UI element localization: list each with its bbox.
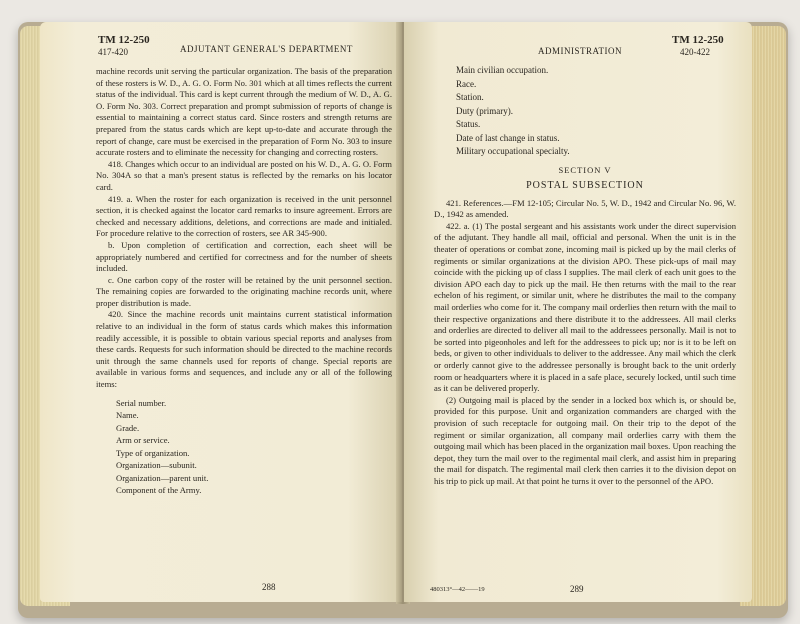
list-item: Arm or service. xyxy=(116,435,170,446)
list-item: Serial number. xyxy=(116,397,167,408)
right-page xyxy=(404,22,752,602)
list-item: Race. xyxy=(456,78,477,89)
list-item: Type of organization. xyxy=(116,447,190,458)
left-body xyxy=(96,66,392,497)
left-paragraph: 418. Changes which occur to an individual are posted on his W. D., A. G. O. Form No. 304A so that a man's present status is reflected by the remarks on his locator card. xyxy=(96,158,392,192)
right-tm-number: TM 12-250 xyxy=(672,34,724,46)
left-running-head: ADJUTANT GENERAL'S DEPARTMENT xyxy=(180,44,353,54)
right-body xyxy=(434,64,736,488)
left-page xyxy=(40,22,402,602)
right-paragraph-range: 420-422 xyxy=(680,47,710,57)
section-subtitle: POSTAL SUBSECTION xyxy=(526,180,644,192)
list-item: Military occupational specialty. xyxy=(456,146,570,156)
right-page-number: 289 xyxy=(570,584,584,594)
list-item: Organization—parent unit. xyxy=(116,472,209,483)
left-paragraph: b. Upon completion of certification and correction, each sheet will be appropriately numbered and certified for correctness and for the number of sheets included. xyxy=(96,239,392,274)
print-code: 480313°—42——19 xyxy=(430,586,485,593)
list-item: Date of last change in status. xyxy=(456,132,560,143)
right-running-head: ADMINISTRATION xyxy=(538,46,622,56)
left-items-list xyxy=(116,397,392,497)
left-paragraph: 419. a. When the roster for each organization is received in the unit personnel section, it is checked against the locator card remarks to insure agreement. Errors are checked and necessary additions, deletions, and corrections are made and initialed. For procedure relative to the correction of rosters, see AR 345-900. xyxy=(96,193,392,239)
list-item: Component of the Army. xyxy=(116,485,202,496)
list-item: Main civilian occupation. xyxy=(456,65,549,75)
left-paragraph: 420. Since the machine records unit maintains current statistical information relative to an individual in the form of status cards which makes this information readily accessible, it is possible to obtain various special reports and analyses from these cards. Requests for such information should be directed to the machine records unit through the same channels used for reports of change. Special reports are available in various forms and sequences, and include any or all of the following items: xyxy=(96,309,392,390)
right-paragraph: 421. References.—FM 12-105; Circular No. 5, W. D., 1942 and Circular No. 96, W. D., 1942 as amended. xyxy=(434,197,736,220)
list-item: Grade. xyxy=(116,422,140,433)
list-item: Name. xyxy=(116,410,139,421)
left-paragraph-range: 417-420 xyxy=(98,47,128,57)
right-paragraph: 422. a. (1) The postal sergeant and his assistants work under the direct supervision of the adjutant. They handle all mail, official and personal. When the unit is in the theater of operations or combat zone, incoming mail is picked up by the mail clerks of regiments or similar organizations at the division APO. These pick-ups of mail may coincide with the picking up of class I supplies. The mail clerk of each unit goes to the division APO each day to pick up the mail. He then returns with the mail to the rear echelon of his regiment, or similar unit, where he distributes the mail to the company mail orderlies who come for it. The company mail orderlies then return with the mail to their respective organizations and there distribute it to the addressees. All mail clerks and orderlies are directed to deliver all mail to the addressees personally. Mail is not to be sorted into pigeonholes and left for the addressees to pick up; nor is it to be left on beds, or given to other individuals to deliver to the addressee. Any mail which the clerk or orderly cannot give to the addressee personally is brought back to the unit orderly room or headquarters where it is placed in a safe place, securely locked, until such time as it can be delivered properly. xyxy=(434,220,736,394)
right-items-list xyxy=(456,64,736,159)
left-paragraph: machine records unit serving the particular organization. The basis of the preparation of these rosters is W. D., A. G. O. Form No. 301 which at all times reflects the current status of the individual. This card is kept current through the medium of W. D., A. G. O. Form No. 303. Correct preparation and prompt submission of reports of change is essential to maintaining a correct status card. Since rosters and strength returns are prepared from the status cards which are kept up-to-date and accurate through the report of change, care must be exercised in the preparation of Form No. 303 to insure accurate rosters and to eliminate the necessity for changing and correcting rosters. xyxy=(96,66,392,158)
list-item: Status. xyxy=(456,119,481,129)
section-title: SECTION V xyxy=(558,164,612,175)
list-item: Station. xyxy=(456,92,484,102)
left-paragraph: c. One carbon copy of the roster will be retained by the unit personnel section. The remaining copies are forwarded to the originating machine records unit, where proper distribution is made. xyxy=(96,274,392,308)
list-item: Organization—subunit. xyxy=(116,460,197,471)
right-paragraph: (2) Outgoing mail is placed by the sender in a locked box which is, or should be, provided for this purpose. Unit and organization commanders are charged with the provision of such receptacle for outgoing mail. On their trip to the depot of the regiment or similar organization, all company mail orderlies carry with them the outgoing mail which has been placed in the organization mail boxes. Upon reaching the depot, they turn the mail over to the regimental mail clerk, and assist him in preparing the mail for dispatch. The regimental mail clerk then carries it to the division depot on his trip to pick up mail. At that point he turns it over to the personnel of the APO. xyxy=(434,394,736,486)
list-item: Duty (primary). xyxy=(456,105,513,116)
left-tm-number: TM 12-250 xyxy=(98,34,150,46)
left-page-number: 288 xyxy=(262,582,276,592)
